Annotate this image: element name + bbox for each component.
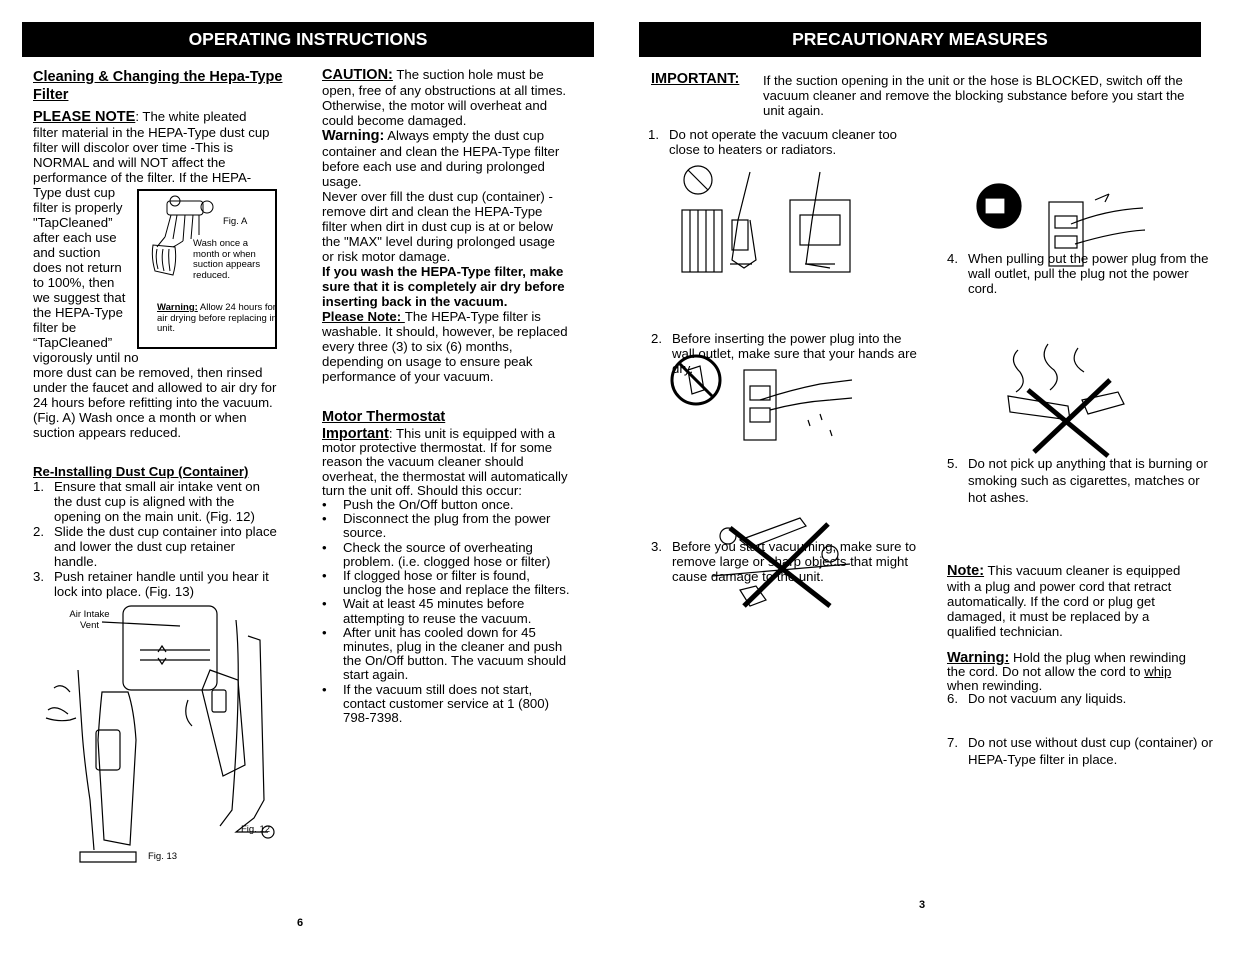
fig-a-warning <box>157 303 277 335</box>
reinstall-steps <box>33 479 278 599</box>
reinstall-step <box>33 569 278 599</box>
precaution-item-4: 4. When pulling out the power plug from the wall outlet, pull the plug not the power cord. <box>947 251 1209 296</box>
step-number: 3. <box>33 569 44 584</box>
precaution-item-1: 1. Do not operate the vacuum cleaner too close to heaters or radiators. <box>648 127 897 157</box>
please-note-text-2: The HEPA-Type filter is washable. It should, however, be replaced every three (3) to six (6) months, depending on usage to ensure peak performance of your vacuum. <box>322 309 568 384</box>
step-text: Ensure that small air intake vent on the dust cup is aligned with the opening on the main unit. (Fig. 12) <box>54 479 260 524</box>
warning-text: Always empty the dust cup container and clean the HEPA-Type filter before each use and during prolonged usage. <box>322 128 560 189</box>
wrap-line: Type dust cup <box>33 185 116 200</box>
please-note-label: PLEASE NOTE <box>33 109 136 125</box>
caution-label: CAUTION: <box>322 67 393 83</box>
wrap-line: we suggest that <box>33 290 126 305</box>
col2-text-block <box>322 67 570 384</box>
left-page-header: OPERATING INSTRUCTIONS <box>22 22 594 57</box>
unplug-illustration <box>975 180 1150 270</box>
right-page-number: 3 <box>919 899 926 911</box>
bullet-item: • After unit has cooled down for 45 minutes, plug in the cleaner and push the On/Off button. The vacuum should start again. <box>322 624 567 683</box>
wrap-line: filter is properly <box>33 200 123 215</box>
please-note-rest: more dust can be removed, then rinsed under the faucet and allowed to air dry for 24 hours before refitting into the vacuum. (Fig. A) Wash once a month or when suction appears reduced. <box>33 365 277 440</box>
wrap-line: “TapCleaned” <box>33 335 113 350</box>
reinstall-step <box>33 479 278 524</box>
fig-a-box <box>137 189 277 349</box>
wrap-line: after each use <box>33 230 117 245</box>
bullet-item: • Disconnect the plug from the power source. <box>322 511 551 541</box>
reinstall-step <box>33 524 278 569</box>
bullet-item: • Check the source of overheating problem. (i.e. clogged hose or filter) <box>322 539 551 569</box>
precaution-item-2: 2. Before inserting the power plug into the wall outlet, make sure that your hands are dry. <box>651 331 917 376</box>
important-label-right: IMPORTANT: <box>651 71 740 87</box>
wrap-line: does not return <box>33 260 122 275</box>
step-text: Slide the dust cup container into place and lower the dust cup retainer handle. <box>54 524 277 569</box>
precaution-item-5: 5. Do not pick up anything that is burning or smoking such as cigarettes, matches or hot ashes. <box>947 456 1208 505</box>
caution-text: The suction hole must be open, free of any obstructions at all times. Otherwise, the motor will overheat and could become damaged. <box>322 67 567 128</box>
step-number: 1. <box>33 479 44 494</box>
note-label: Note: <box>947 563 985 579</box>
thermostat-bullet-list <box>322 498 570 725</box>
important-text: : This unit is equipped with a motor protective thermostat. If for some reason the vacuum cleaner should overheat, the thermostat will automatically turn the unit off. Should this occur: <box>322 426 568 498</box>
heater-warning-illustration <box>680 160 870 280</box>
fig-a-warning-label: Warning: <box>157 302 198 313</box>
important-label: Important <box>322 426 389 442</box>
never-overfill-text: Never over fill the dust cup (container) - remove dirt and clean the HEPA-Type filter when dirt in dust cup is at or below the "MAX" level during prolonged usage or risk motor damage. <box>322 189 555 264</box>
wrap-line: to 100%, then <box>33 275 115 290</box>
bullet-item: • If clogged hose or filter is found, unclog the hose and replace the filters. <box>322 568 570 598</box>
bullet-item: • If the vacuum still does not start, contact customer service at 1 (800) 798-7398. <box>322 681 549 726</box>
thermostat-block <box>322 427 570 725</box>
please-note-paragraph <box>33 109 273 185</box>
cord-note <box>947 563 1199 639</box>
bullet-item: • Push the On/Off button once. <box>322 497 514 513</box>
wrap-line: filter be <box>33 320 77 335</box>
note-text: This vacuum cleaner is equipped with a plug and power cord that retract automatically. If the cord or plug get damaged, it must be replaced by a qualified technician. <box>947 563 1181 639</box>
sharp-objects-illustration <box>710 510 860 615</box>
warning-label: Warning: <box>322 128 385 144</box>
left-page-number: 6 <box>297 917 304 929</box>
burning-items-illustration <box>998 340 1128 460</box>
wrap-line: and suction <box>33 245 101 260</box>
fig-a-note: Wash once a month or when suction appears reduced. <box>193 238 261 281</box>
air-intake-label: Air Intake Vent <box>69 609 110 631</box>
step-text: Push retainer handle until you hear it lock into place. (Fig. 13) <box>54 569 269 599</box>
motor-thermostat-heading: Motor Thermostat <box>322 409 446 425</box>
bullet-item: • Wait at least 45 minutes before attempting to reuse the vacuum. <box>322 596 532 626</box>
warning-label-right: Warning: <box>947 650 1010 666</box>
wash-filter-text: If you wash the HEPA-Type filter, make sure that it is completely air dry before inserting back in the vacuum. <box>322 264 565 309</box>
precaution-item-3: 3. Before you start vacuuming, make sure to remove large or sharp objects that might cause damage to the unit. <box>651 539 917 584</box>
please-note-label-2: Please Note: <box>322 309 405 324</box>
right-page-header: PRECAUTIONARY MEASURES <box>639 22 1201 57</box>
hepa-filter-heading: Cleaning & Changing the Hepa-Type Filter <box>33 69 283 103</box>
whip-word: whip <box>1144 664 1172 679</box>
fig-12-label: Fig. 12 <box>241 824 271 835</box>
wrap-line: the HEPA-Type <box>33 305 123 320</box>
precaution-item-6: 6. Do not vacuum any liquids. <box>947 691 1127 706</box>
important-text-right: If the suction opening in the unit or the hose is BLOCKED, switch off the vacuum cleaner and remove the blocking substance before you start the unit again. <box>763 73 1185 118</box>
cord-warning: Warning: Hold the plug when rewinding the cord. Do not allow the cord to whip when rewinding. <box>947 650 1186 693</box>
reinstall-heading: Re-Installing Dust Cup (Container) <box>33 464 249 479</box>
please-note-text: : The white pleated filter material in the HEPA-Type dust cup filter will discolor over time -This is NORMAL and will NOT affect the performance of the filter. If the HEPA- <box>33 109 270 185</box>
wrap-line: vigorously until no <box>33 350 139 365</box>
wet-hands-illustration <box>670 350 860 445</box>
precaution-item-7: 7. Do not use without dust cup (container) or HEPA-Type filter in place. <box>947 735 1213 767</box>
step-number: 2. <box>33 524 44 539</box>
please-note-wrap <box>33 185 143 365</box>
fig-a-warning-text: Allow 24 hours for air drying before replacing in unit. <box>157 302 277 334</box>
fig-a-label: Fig. A <box>223 216 248 227</box>
fig-13-label: Fig. 13 <box>148 851 178 862</box>
wrap-line: "TapCleaned” <box>33 215 113 230</box>
